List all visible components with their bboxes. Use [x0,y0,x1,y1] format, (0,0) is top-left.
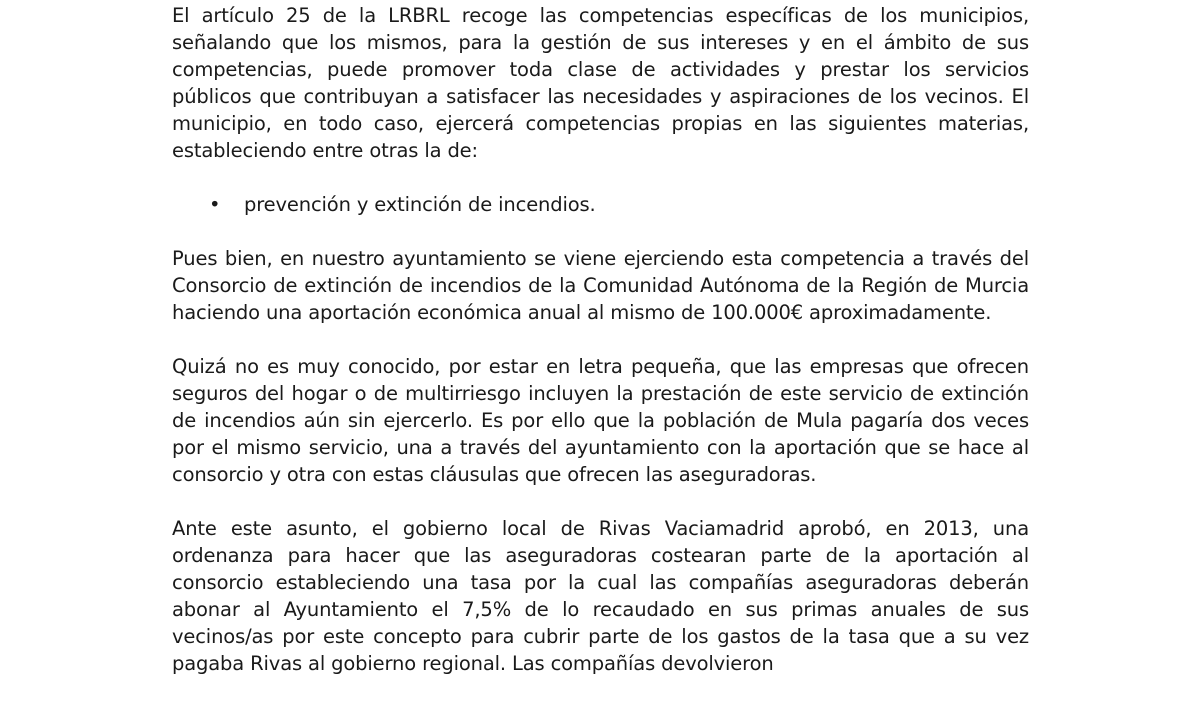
competencies-list [172,191,1029,218]
paragraph-rivas-vaciamadrid: Ante este asunto, el gobierno local de Rivas Vaciamadrid aprobó, en 2013, una ordenanza para hacer que las aseguradoras costearan parte de la aportación al consorcio estableciendo una tasa por la cual las compañías aseguradoras deberán abonar al Ayuntamiento el 7,5% de lo recaudado en sus primas anuales de sus vecinos/as por este concepto para cubrir parte de los gastos de la tasa que a su vez pagaba Rivas al gobierno regional. Las compañías devolvieron [172,517,1029,675]
paragraph-seguros: Quizá no es muy conocido, por estar en letra pequeña, que las empresas que ofrecen seguros del hogar o de multirriesgo incluyen la prestación de este servicio de extinción de incendios aún sin ejercerlo. Es por ello que la población de Mula pagaría dos veces por el mismo servicio, una a través del ayuntamiento con la aportación que se hace al consorcio y otra con estas cláusulas que ofrecen las aseguradoras. [172,355,1029,486]
paragraph-lrbrl-article-25: El artículo 25 de la LRBRL recoge las competencias específicas de los municipios, señalando que los mismos, para la gestión de sus intereses y en el ámbito de sus competencias, puede promover toda clase de actividades y prestar los servicios públicos que contribuyan a satisfacer las necesidades y aspiraciones de los vecinos. El municipio, en todo caso, ejercerá competencias propias en las siguientes materias, estableciendo entre otras la de: [172,4,1029,162]
list-item [172,191,1029,218]
bullet-icon: • [209,193,221,216]
document-body [172,2,1029,704]
paragraph-consorcio: Pues bien, en nuestro ayuntamiento se viene ejerciendo esta competencia a través del Consorcio de extinción de incendios de la Comunidad Autónoma de la Región de Murcia haciendo una aportación económica anual al mismo de 100.000€ aproximadamente. [172,247,1029,324]
list-item-text: prevención y extinción de incendios. [244,193,596,216]
